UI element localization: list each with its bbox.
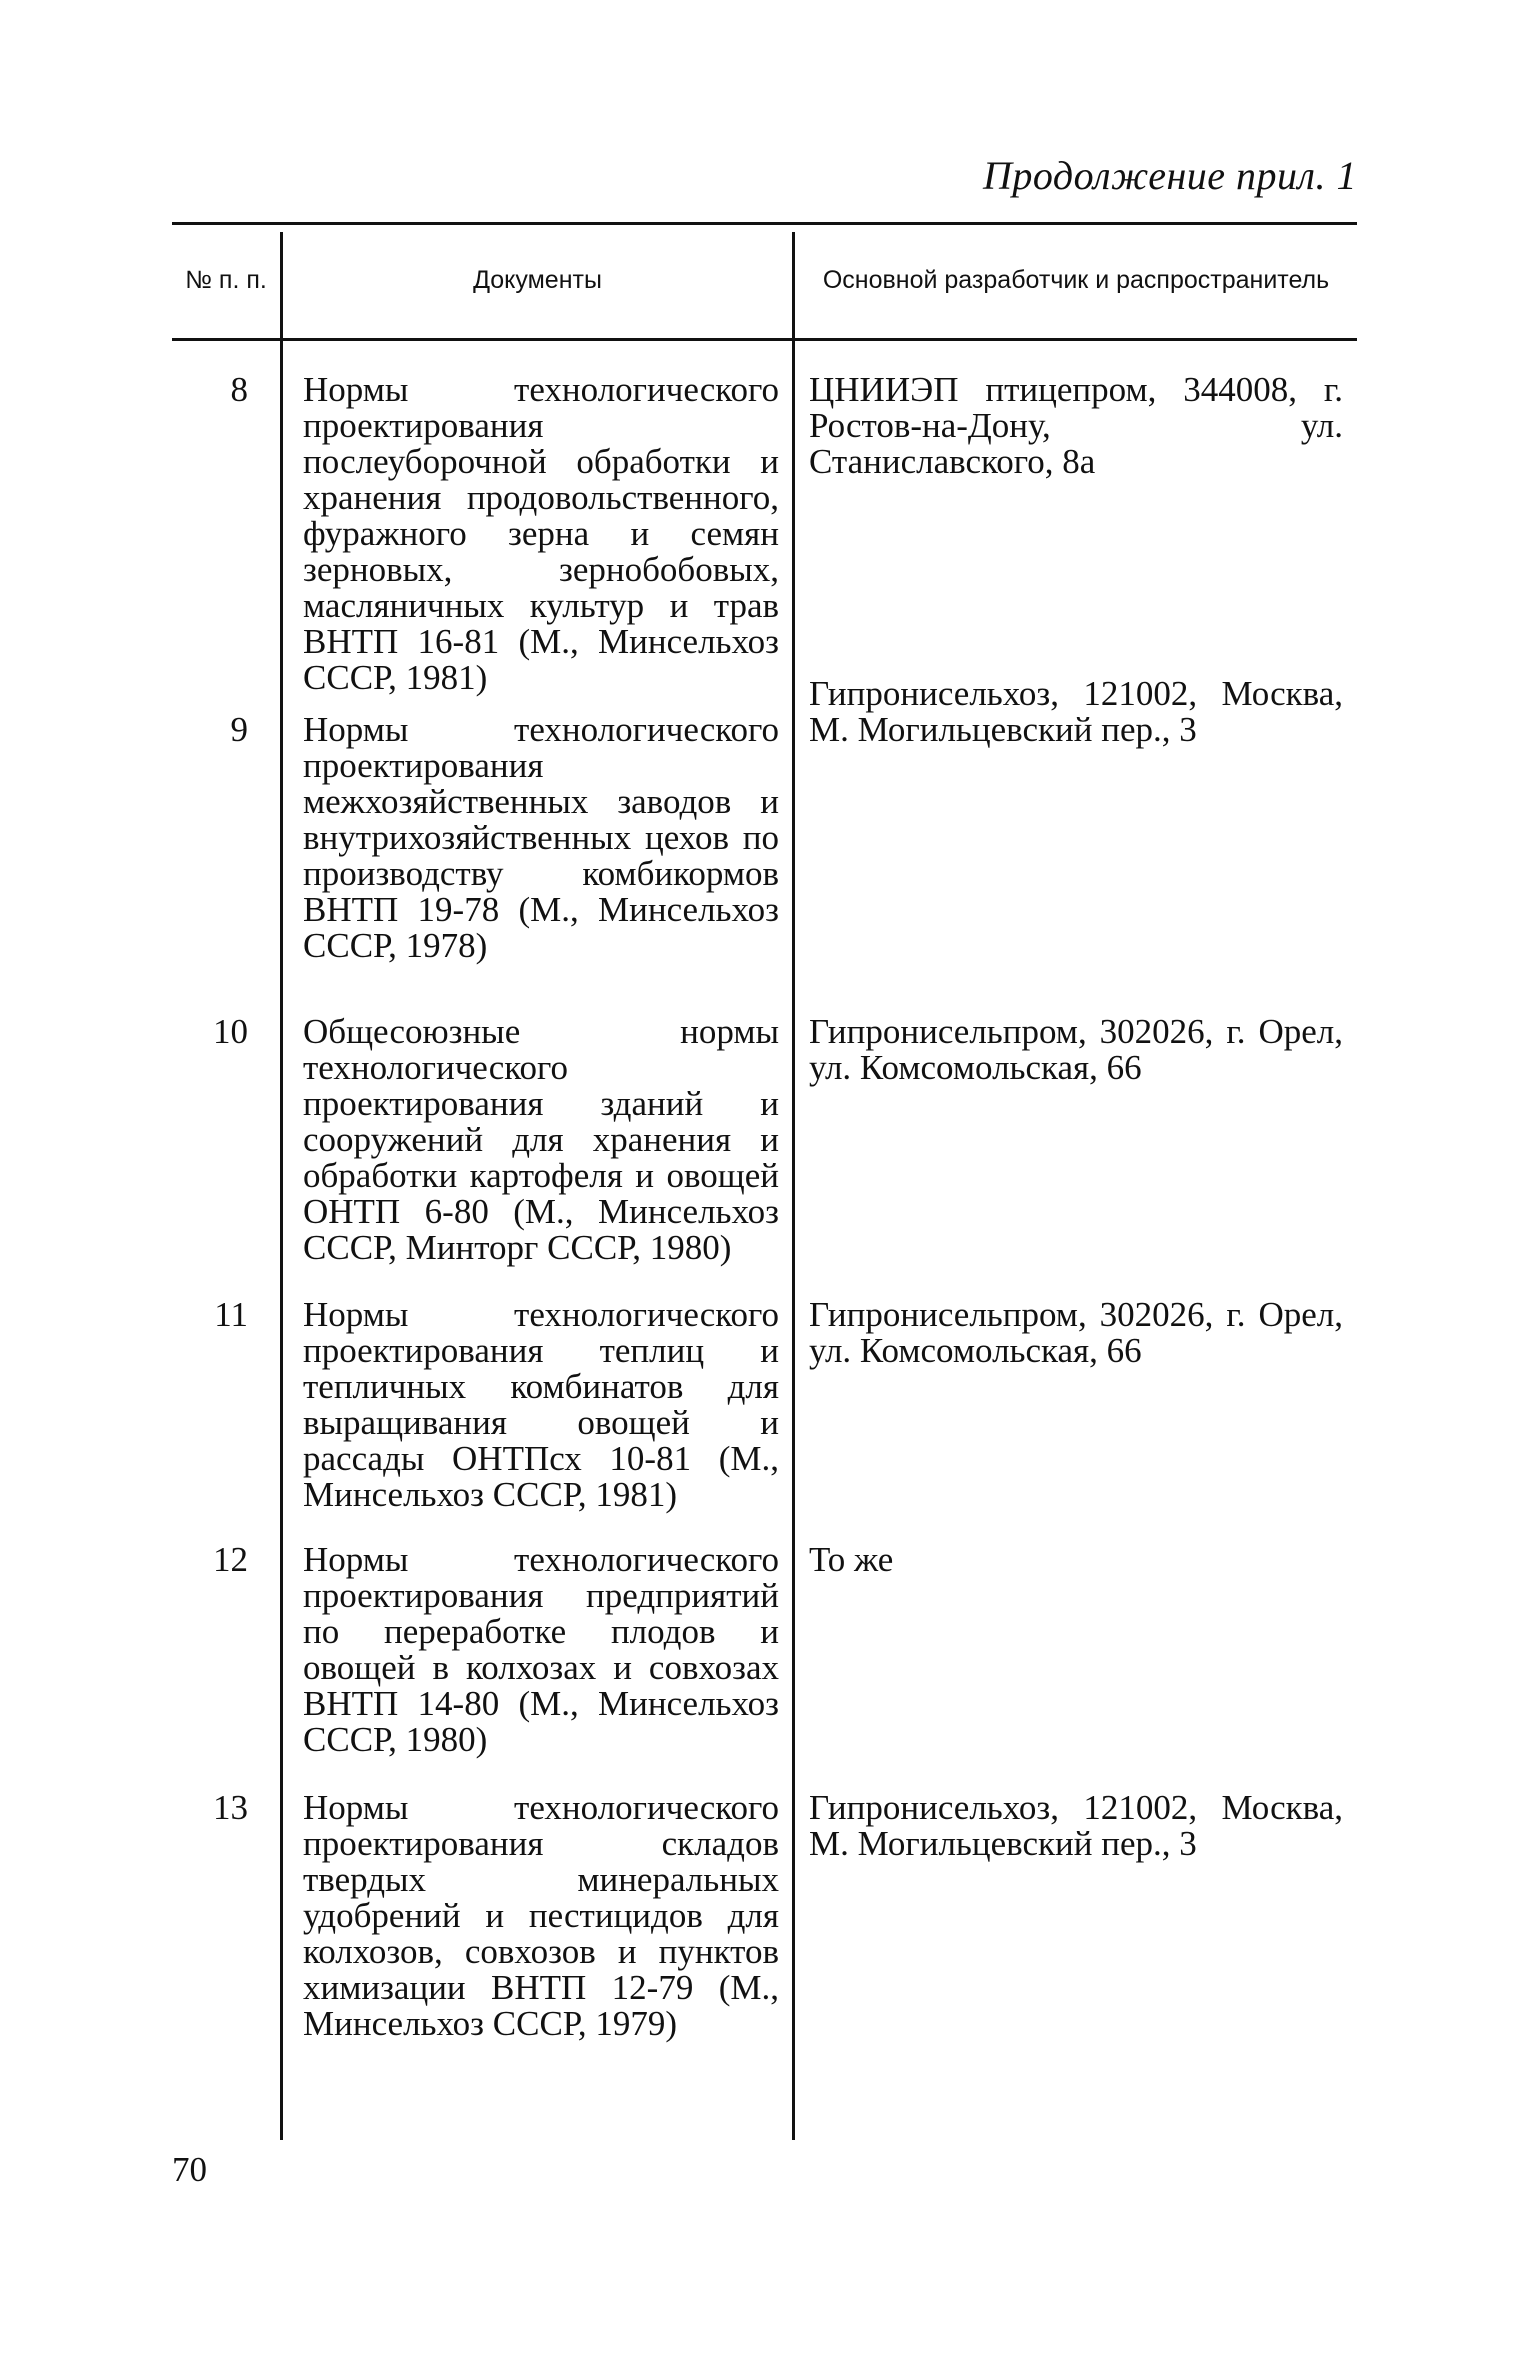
- table-row: [172, 1014, 1357, 1297]
- row-number: 13: [213, 1788, 248, 1827]
- row-developer: Гипронисельпром, 302026, г. Орел, ул. Комсомольская, 66: [809, 1295, 1343, 1370]
- row-developer: ЦНИИЭП птицепром, 344008, г. Ростов-на-Дону, ул. Станиславского, 8а: [809, 370, 1343, 481]
- row-number: 10: [213, 1012, 248, 1051]
- row-developer: Гипронисельхоз, 121002, Москва, М. Могильцевский пер., 3: [809, 1788, 1343, 1863]
- column-header-number: № п. п.: [185, 266, 267, 294]
- row-document: Нормы технологического проектирования складов твердых минеральных удобрений и пестицидов для колхозов, совхозов и пунктов химизации ВНТП 12-79 (М., Минсельхоз СССР, 1979): [303, 1788, 779, 2043]
- row-document: Нормы технологического проектирования теплиц и тепличных комбинатов для выращивания овощей и рассады ОНТПсх 10-81 (М., Минсельхоз СССР, 1981): [303, 1295, 779, 1514]
- row-developer: То же: [809, 1540, 894, 1579]
- table-body: [172, 372, 1357, 2050]
- page-heading: Продолжение прил. 1: [982, 153, 1357, 198]
- row-number: 9: [230, 710, 248, 749]
- table-row: [172, 1542, 1357, 1790]
- table-row: [172, 674, 1357, 1014]
- row-document: Нормы технологического проектирования послеуборочной обработки и хранения продовольственного, фуражного зерна и семян зерновых, зернобобовых, масляничных культур и трав ВНТП 16-81 (М., Минсельхоз СССР, 1981): [303, 370, 779, 697]
- row-developer: Гипронисельхоз, 121002, Москва, М. Могильцевский пер., 3: [809, 674, 1343, 749]
- table-row: [172, 1790, 1357, 2050]
- table-header-rule: [172, 338, 1357, 341]
- row-number: 11: [214, 1295, 248, 1334]
- row-document: Общесоюзные нормы технологического проектирования зданий и сооружений для хранения и обработки картофеля и овощей ОНТП 6-80 (М., Минсельхоз СССР, Минторг СССР, 1980): [303, 1012, 779, 1267]
- documents-table: [172, 222, 1357, 2142]
- table-row: [172, 1297, 1357, 1542]
- row-number: 12: [213, 1540, 248, 1579]
- row-document: Нормы технологического проектирования межхозяйственных заводов и внутрихозяйственных цехов по производству комбикормов ВНТП 19-78 (М., Минсельхоз СССР, 1978): [303, 710, 779, 965]
- column-header-documents: Документы: [473, 266, 602, 294]
- page-number: 70: [172, 2150, 207, 2189]
- row-developer: Гипронисельпром, 302026, г. Орел, ул. Комсомольская, 66: [809, 1012, 1343, 1087]
- row-number: 8: [230, 370, 248, 409]
- column-header-developer: Основной разработчик и распространитель: [822, 266, 1330, 294]
- row-document: Нормы технологического проектирования предприятий по переработке плодов и овощей в колхозах и совхозах ВНТП 14-80 (М., Минсельхоз СССР, 1980): [303, 1540, 779, 1759]
- table-row: [172, 372, 1357, 712]
